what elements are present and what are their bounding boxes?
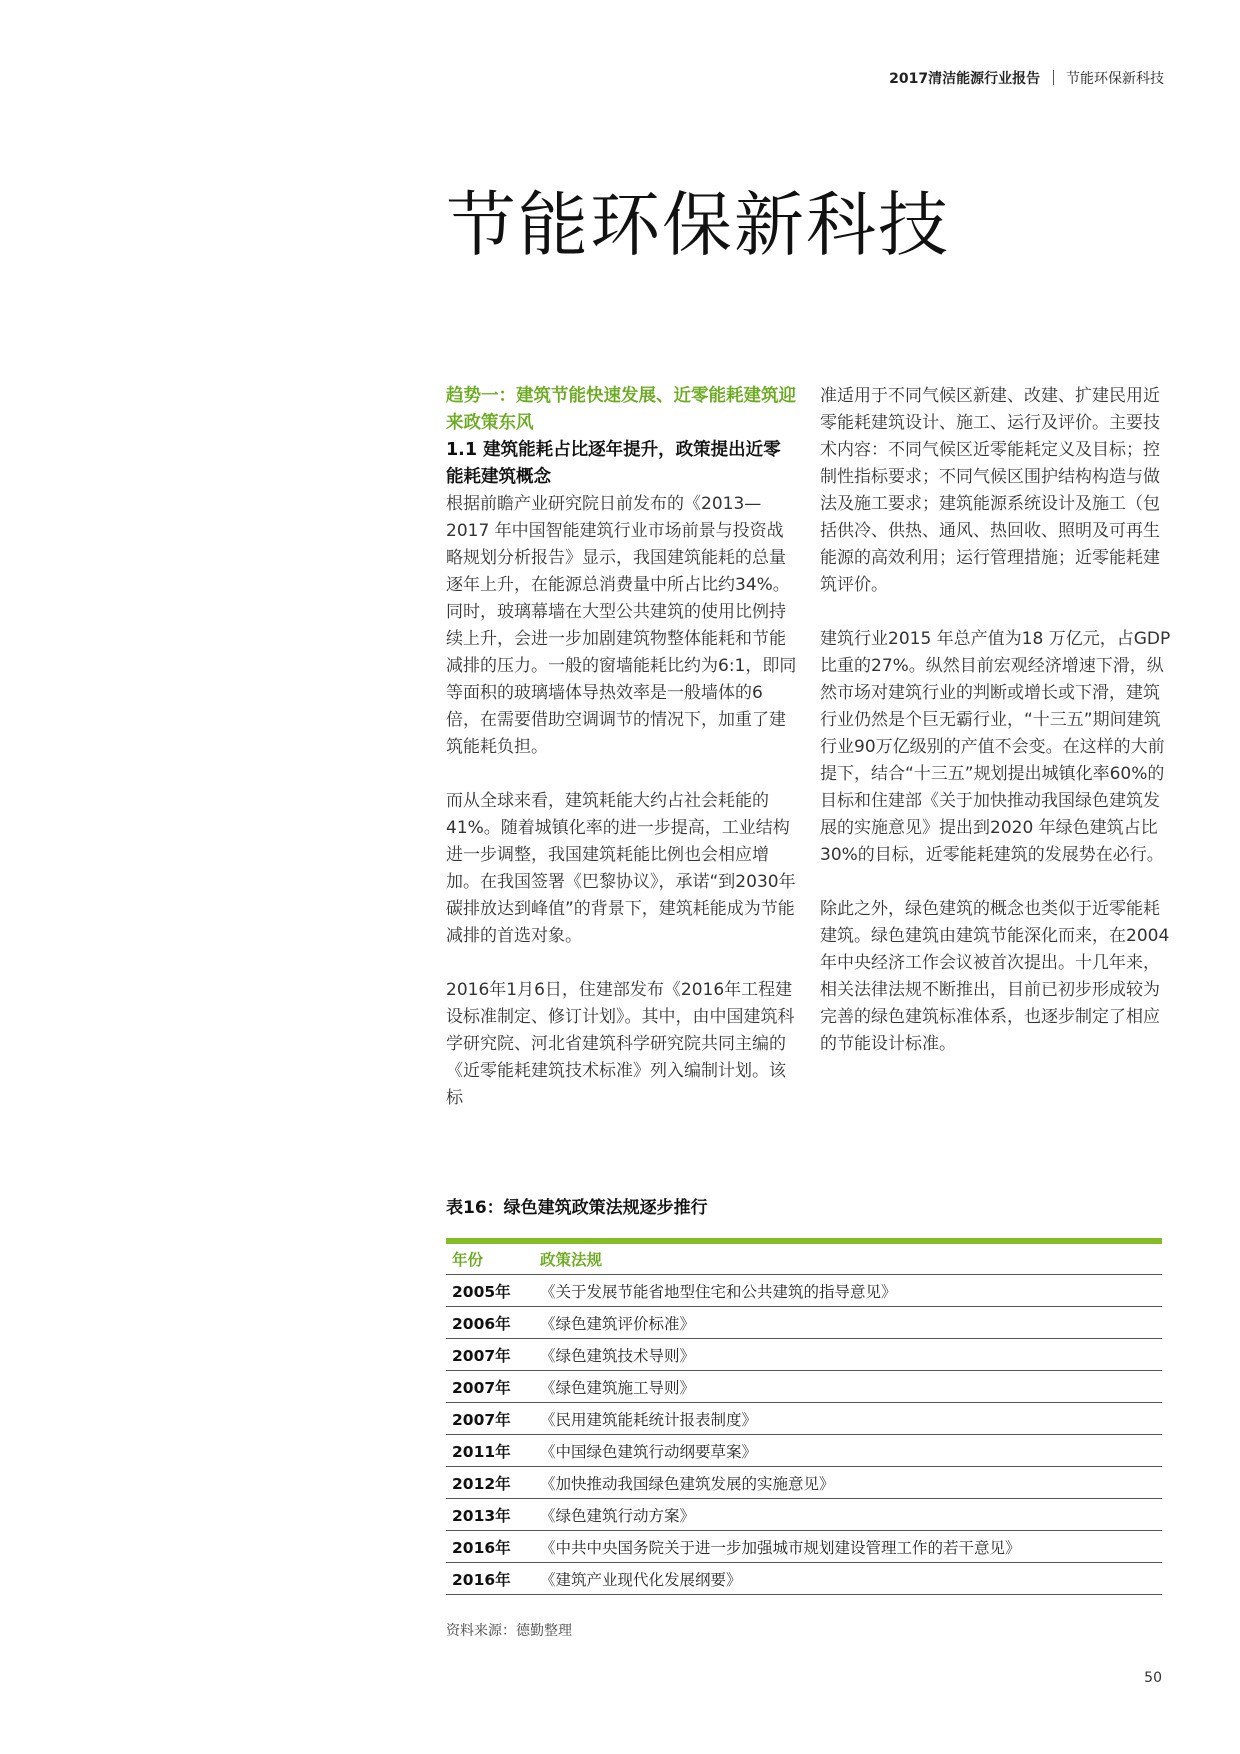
table-row bbox=[446, 1531, 1162, 1563]
table-row bbox=[446, 1403, 1162, 1435]
year-cell: 2016年 bbox=[446, 1563, 534, 1595]
year-cell: 2006年 bbox=[446, 1307, 534, 1339]
policy-cell: 《加快推动我国绿色建筑发展的实施意见》 bbox=[534, 1467, 1162, 1499]
year-cell: 2007年 bbox=[446, 1371, 534, 1403]
trend-heading: 趋势一：建筑节能快速发展、近零能耗建筑迎来政策东风 bbox=[446, 386, 796, 433]
table-row bbox=[446, 1275, 1162, 1307]
policy-cell: 《中共中央国务院关于进一步加强城市规划建设管理工作的若干意见》 bbox=[534, 1531, 1162, 1563]
policy-cell: 《绿色建筑评价标准》 bbox=[534, 1307, 1162, 1339]
table-row bbox=[446, 1499, 1162, 1531]
year-cell: 2012年 bbox=[446, 1467, 534, 1499]
table-row bbox=[446, 1467, 1162, 1499]
paragraph-right-2: 建筑行业2015 年总产值为18 万亿元，占GDP 比重的27%。纵然目前宏观经济增速下滑，纵然市场对建筑行业的判断或增长或下滑，建筑行业仍然是个巨无霸行业，“十三五”期间建筑行业90万亿级别的产值不会变。在这样的大前提下，结合“十三五”规划提出城镇化率60%的目标和住建部《关于加快推动我国绿色建筑发展的实施意见》提出到2020 年绿色建筑占比30%的目标，近零能耗建筑的发展势在必行。 bbox=[820, 629, 1171, 865]
table-row bbox=[446, 1435, 1162, 1467]
year-cell: 2007年 bbox=[446, 1403, 534, 1435]
paragraph-right-3: 除此之外，绿色建筑的概念也类似于近零能耗建筑。绿色建筑由建筑节能深化而来，在2004年中央经济工作会议被首次提出。十几年来，相关法律法规不断推出，目前已初步形成较为完善的绿色建筑标准体系，也逐步制定了相应的节能设计标准。 bbox=[820, 899, 1170, 1054]
paragraph-left-2: 而从全球来看，建筑耗能大约占社会耗能的41%。随着城镇化率的进一步提高，工业结构进一步调整，我国建筑耗能比例也会相应增加。在我国签署《巴黎协议》，承诺“到2030年碳排放达到峰值”的背景下，建筑耗能成为节能减排的首选对象。 bbox=[446, 791, 796, 946]
table-header-row bbox=[446, 1241, 1162, 1275]
paragraph-right-1: 准适用于不同气候区新建、改建、扩建民用近零能耗建筑设计、施工、运行及评价。主要技术内容：不同气候区近零能耗定义及目标；控制性指标要求；不同气候区围护结构构造与做法及施工要求；建筑能源系统设计及施工（包括供冷、供热、通风、热回收、照明及可再生能源的高效利用；运行管理措施；近零能耗建筑评价。 bbox=[820, 386, 1160, 595]
report-title: 2017清洁能源行业报告 bbox=[889, 71, 1041, 87]
section-name: 节能环保新科技 bbox=[1066, 71, 1164, 87]
year-cell: 2005年 bbox=[446, 1275, 534, 1307]
header-divider bbox=[1053, 70, 1054, 85]
policy-cell: 《民用建筑能耗统计报表制度》 bbox=[534, 1403, 1162, 1435]
policy-cell: 《建筑产业现代化发展纲要》 bbox=[534, 1563, 1162, 1595]
source-note: 资料来源：德勤整理 bbox=[446, 1623, 572, 1639]
right-column bbox=[820, 383, 1172, 1058]
policy-table bbox=[446, 1238, 1162, 1595]
page-title: 节能环保新科技 bbox=[446, 184, 950, 266]
policy-cell: 《关于发展节能省地型住宅和公共建筑的指导意见》 bbox=[534, 1275, 1162, 1307]
year-cell: 2007年 bbox=[446, 1339, 534, 1371]
policy-cell: 《中国绿色建筑行动纲要草案》 bbox=[534, 1435, 1162, 1467]
table-row bbox=[446, 1339, 1162, 1371]
paragraph-left-1: 根据前瞻产业研究院日前发布的《2013—2017 年中国智能建筑行业市场前景与投资战略规划分析报告》显示，我国建筑能耗的总量逐年上升，在能源总消费量中所占比约34%。同时，玻璃幕墙在大型公共建筑的使用比例持续上升，会进一步加剧建筑物整体能耗和节能减排的压力。一般的窗墙能耗比约为6:1，即同等面积的玻璃墙体导热效率是一般墙体的6 倍，在需要借助空调调节的情况下，加重了建筑能耗负担。 bbox=[446, 494, 797, 757]
header-year: 年份 bbox=[446, 1241, 534, 1275]
running-header bbox=[889, 68, 1164, 88]
policy-cell: 《绿色建筑行动方案》 bbox=[534, 1499, 1162, 1531]
table-row bbox=[446, 1307, 1162, 1339]
year-cell: 2011年 bbox=[446, 1435, 534, 1467]
left-column bbox=[446, 383, 798, 1112]
table-caption: 表16：绿色建筑政策法规逐步推行 bbox=[446, 1198, 708, 1218]
policy-cell: 《绿色建筑施工导则》 bbox=[534, 1371, 1162, 1403]
year-cell: 2013年 bbox=[446, 1499, 534, 1531]
paragraph-left-3: 2016年1月6日，住建部发布《2016年工程建设标准制定、修订计划》。其中，由中国建筑科学研究院、河北省建筑科学研究院共同主编的《近零能耗建筑技术标准》列入编制计划。该标 bbox=[446, 980, 795, 1108]
policy-cell: 《绿色建筑技术导则》 bbox=[534, 1339, 1162, 1371]
sub-heading: 1.1 建筑能耗占比逐年提升，政策提出近零能耗建筑概念 bbox=[446, 440, 781, 487]
table-row bbox=[446, 1371, 1162, 1403]
page-number: 50 bbox=[1144, 1670, 1162, 1686]
table-row bbox=[446, 1563, 1162, 1595]
header-policy: 政策法规 bbox=[534, 1241, 1162, 1275]
year-cell: 2016年 bbox=[446, 1531, 534, 1563]
